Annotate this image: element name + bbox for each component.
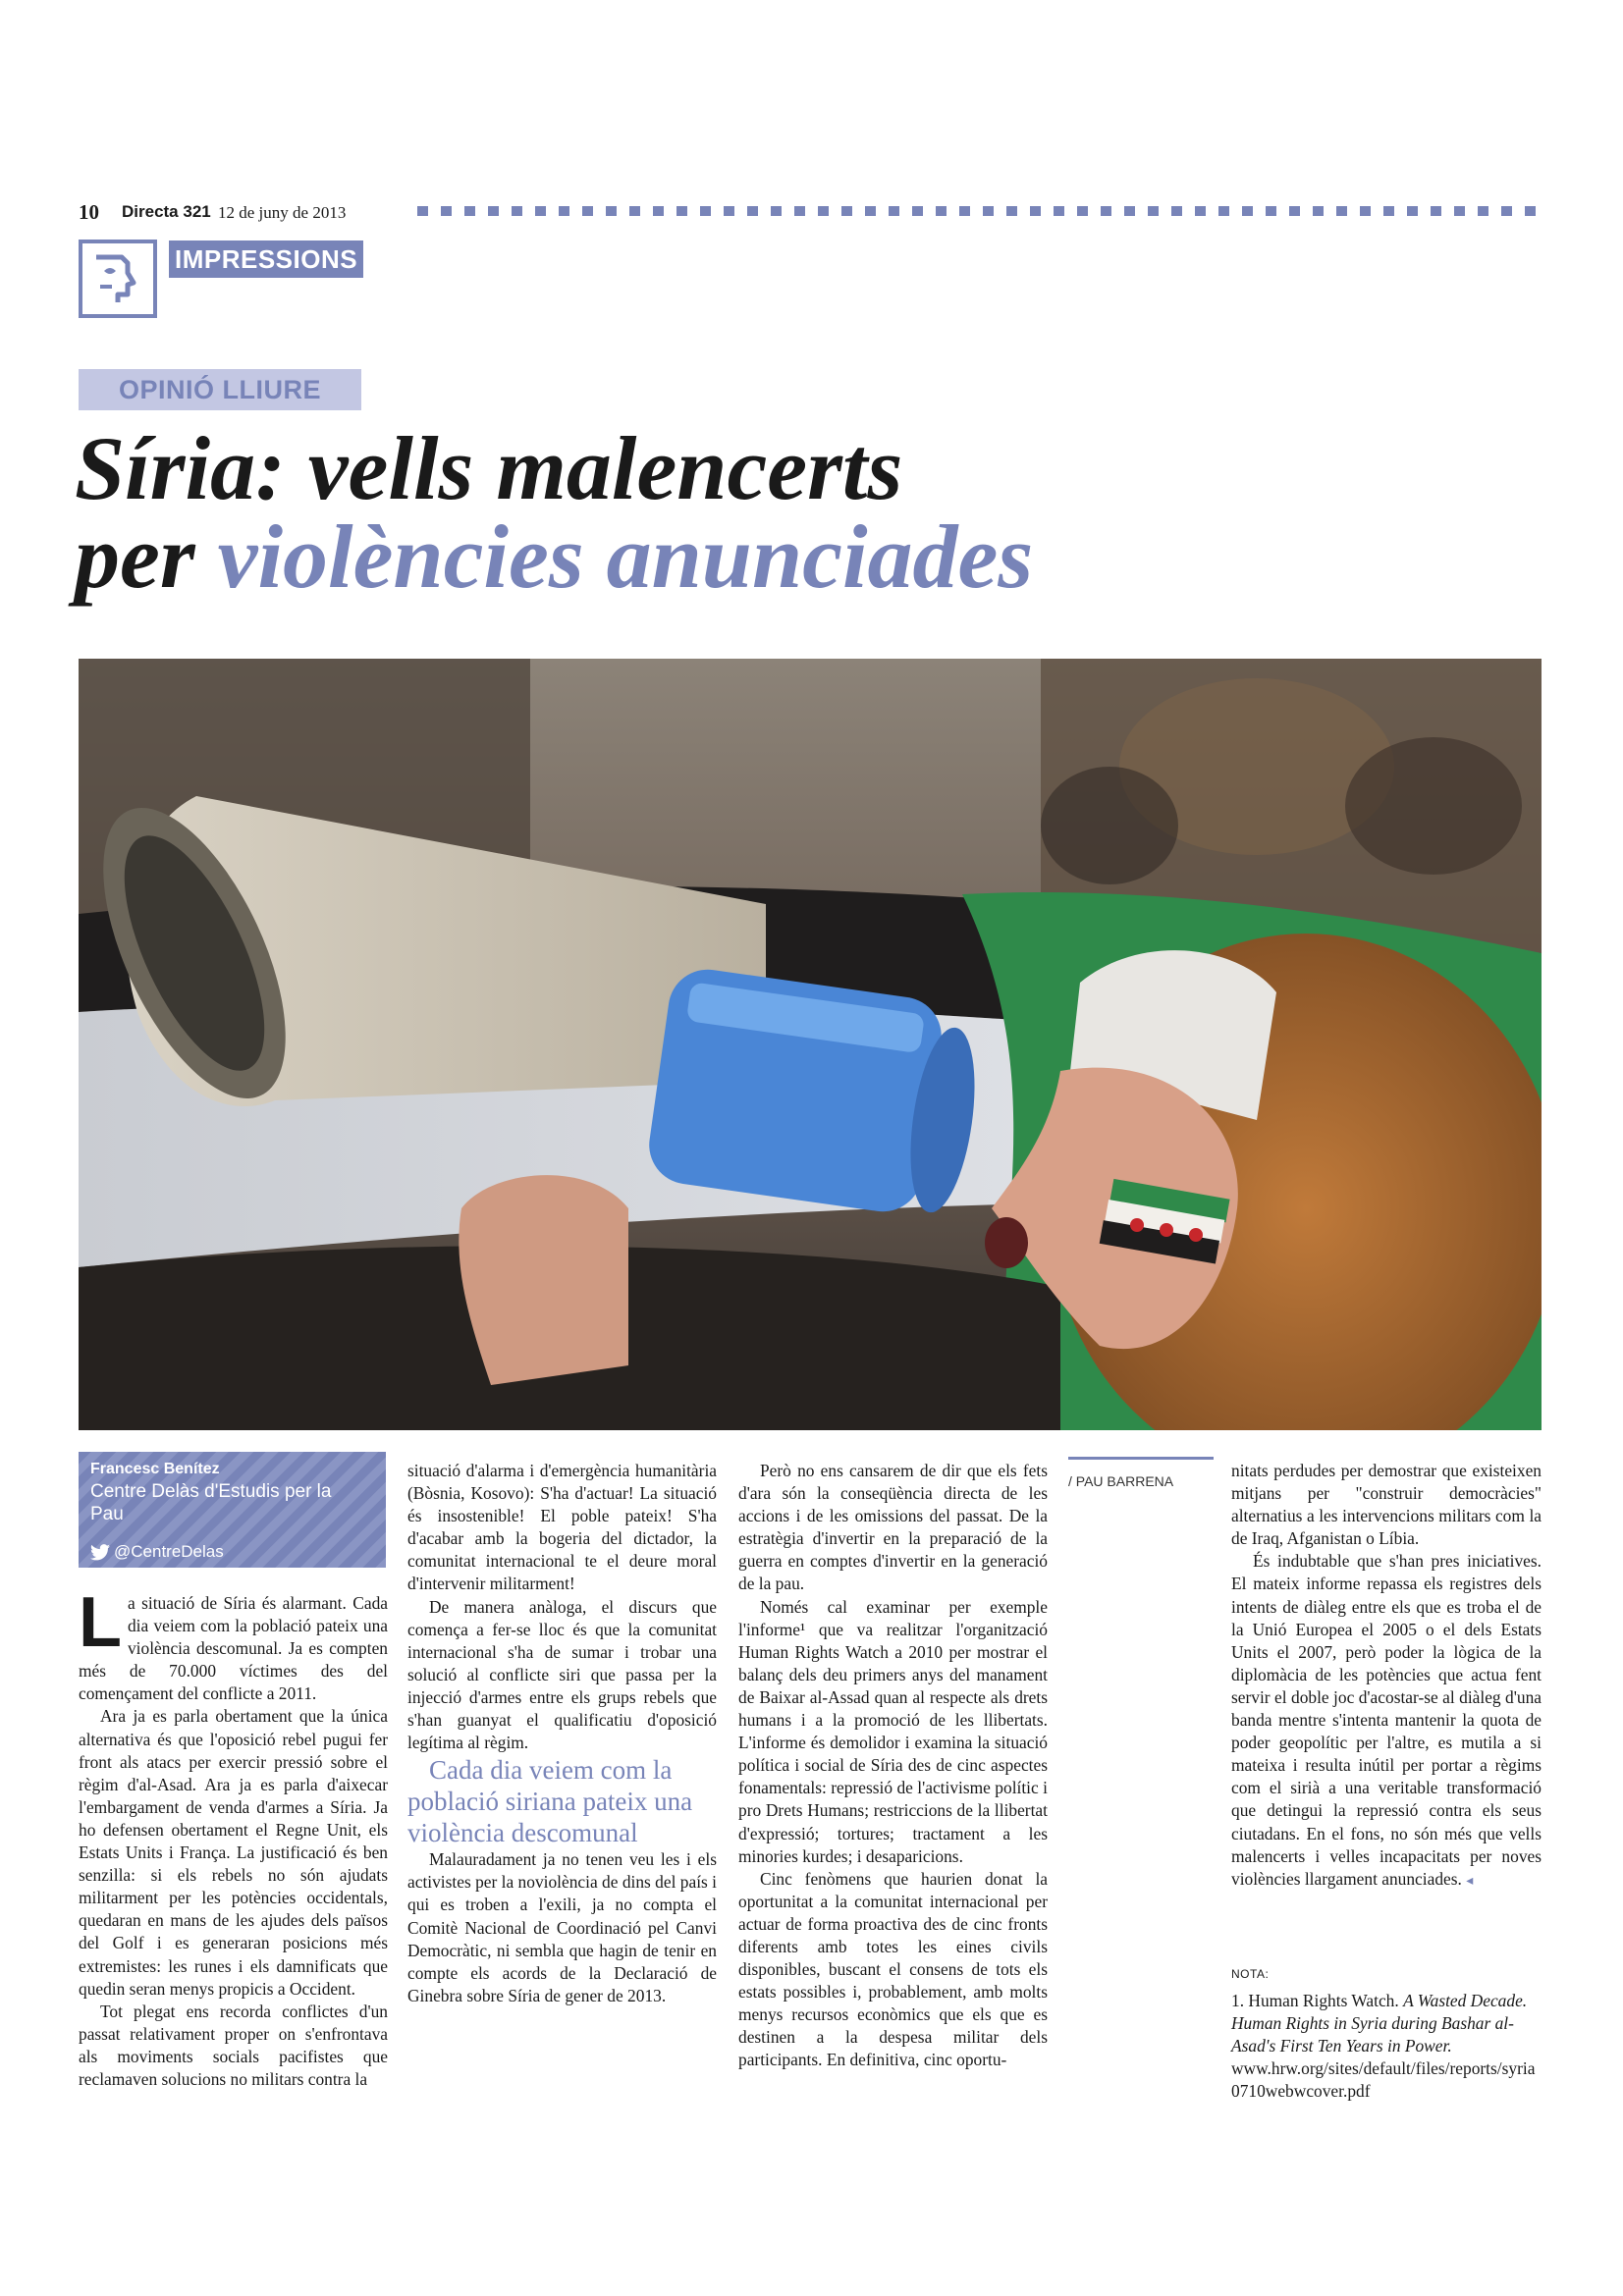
body-column-2: [407, 1460, 717, 2007]
paragraph-text: És indubtable que s'han pres iniciatives. El mateix informe repassa els registres dels intents de diàleg entre els que es troba el de la Unió Europea el 2005 o el dels Estats Units el 2007, però poder la lògica de la diplomàcia de les potències que actua fent servir el doble joc d'acostar-se al diàleg d'una banda mentre s'intenta mantenir la quota de poder geopolític per l'altre, es mutila a si mateixa i resulta inútil per portar a règims com el sirià a una veritable transformació que detingui la repressió contra els seus ciutadans. En el fons, no són més que vells malencerts i velles incapacitats per noves violències llargament anunciades.: [1231, 1551, 1542, 1889]
pull-quote: Cada dia veiem com la població siriana pateix una violència descomunal: [407, 1755, 693, 1848]
headline-line-2: [75, 507, 1547, 607]
body-paragraph: nitats perdudes per demostrar que existeixen mitjans per "construir democràcies" alternatius a les intervencions militars com la de Iraq, Afganistan o Líbia.: [1231, 1461, 1542, 1549]
end-mark-icon: ◂: [1466, 1873, 1474, 1889]
headline-line-1: Síria: vells malencerts: [75, 418, 903, 518]
body-paragraph: Només cal examinar per exemple l'informe¹ que va realitzar l'organització Human Rights Watch a 2010 per mostrar el balanç dels deu primers anys del manament de Baixar al-Assad quan al respecte als drets humans i a la promoció de les llibertats. L'informe és demolidor i examina la situació política i social de Síria des de cinc aspectes fonamentals: repressió de l'activisme polític i pro Drets Humans; restriccions de la llibertat d'expressió; tortures; tractament a les minories kurdes; i desaparicions.: [738, 1596, 1048, 1866]
footnote-source: 1. Human Rights Watch.: [1231, 1991, 1404, 2011]
headline-line-2-prefix: per: [75, 507, 218, 607]
article-photo: [79, 659, 1542, 1430]
body-paragraph: De manera anàloga, el discurs que comença a fer-se lloc és que la comunitat internacional s'ha de sumar i trobar una solució al conflicte siri que passa per la injecció d'armes entre els grups rebels que s'han guanyat el qualificatiu d'oposició legítima al règim.: [407, 1596, 717, 1753]
section-logo-icon: [79, 240, 157, 318]
publication-name: Directa 321: [122, 202, 211, 221]
body-paragraph: [1231, 1550, 1542, 1892]
footnote-label: NOTA:: [1231, 1967, 1270, 1981]
body-paragraph: [79, 1583, 388, 1705]
body-column-1: [79, 1583, 388, 2091]
author-handle: @CentreDelas: [114, 1542, 224, 1561]
footnote: [1231, 1963, 1542, 2104]
body-column-3: [738, 1460, 1048, 2072]
footnote-title: A Wasted Decade. Human Rights in Syria during Bashar al-Asad's First Ten Years in Power.: [1231, 1991, 1528, 2056]
headline: [75, 418, 1547, 607]
body-paragraph: Tot plegat ens recorda conflictes d'un passat relativament proper on s'enfrontava als moviments socials pacifistes que reclamaven solucions no militars contra la: [79, 2001, 388, 2089]
page-number: 10: [79, 200, 99, 224]
twitter-bird-icon: [90, 1544, 110, 1561]
body-column-4: [1231, 1460, 1542, 1893]
body-paragraph: Cinc fenòmens que haurien donat la oportunitat a la comunitat internacional per actuar de forma proactiva des de cinc fronts diferents amb totes les eines civils disponibles, buscant el consens de tots els estats possibles i, probablement, amb molts menys recursos econòmics que els que es destinen a la despesa militar dels participants. En definitiva, cinc oportu-: [738, 1868, 1048, 2070]
paragraph-text: a situació de Síria és alarmant. Cada dia veiem com la població pateix una violència descomunal. Ja es compten més de 70.000 víctimes des del començament del conflicte a 2011.: [79, 1593, 388, 1704]
footnote-url[interactable]: www.hrw.org/sites/default/files/reports/syria0710webwcover.pdf: [1231, 2058, 1536, 2102]
body-paragraph: situació d'alarma i d'emergència humanitària (Bòsnia, Kosovo): S'ha d'actuar! La situació és insostenible! El poble pateix! S'ha d'acabar amb la bogeria del dictador, la comunitat internacional te el deure moral d'intervenir militarment!: [407, 1461, 717, 1594]
body-paragraph: Però no ens cansarem de dir que els fets d'ara són la conseqüència directa de les accions i de les omissions del passat. De la estratègia d'invertir en la preparació de la guerra en comptes d'invertir en la generació de la pau.: [738, 1461, 1048, 1594]
footnote-text: [1231, 1990, 1542, 2057]
author-twitter[interactable]: [90, 1542, 224, 1562]
author-name: Francesc Benítez: [90, 1461, 220, 1477]
author-box: [79, 1452, 386, 1568]
headline-accent: violències anunciades: [217, 507, 1034, 607]
author-organization: Centre Delàs d'Estudis per la Pau: [90, 1481, 332, 1524]
body-paragraph: Malauradament ja no tenen veu les i els activistes per la noviolència de dins del país i qui es troben a l'exili, ja no compta el Comitè Nacional de Coordinació pel Canvi Democràtic, ni sembla que hagin de tenir en compte els acords de la Declaració de Ginebra sobre Síria de gener de 2013.: [407, 1849, 717, 2005]
photo-credit: / PAU BARRENA: [1068, 1473, 1174, 1489]
dropcap: L: [79, 1583, 122, 1662]
credit-rule: [1068, 1457, 1214, 1460]
publication-date: 12 de juny de 2013: [218, 203, 347, 222]
section-label: IMPRESSIONS: [169, 240, 363, 278]
dashed-rule: [417, 206, 1546, 216]
kicker: OPINIÓ LLIURE: [79, 369, 361, 410]
body-paragraph: Ara ja es parla obertament que la única alternativa és que l'oposició rebel pugui fer front als atacs per exercir pressió sobre el règim d'al-Asad. Ara ja es parla d'aixecar l'embargament de venda d'armes a Síria. Ja ho defensen obertament el Regne Unit, els Estats Units i França. La justificació és ben senzilla: si els rebels no són ajudats militarment per les potències occidentals, quedaran en mans de les ajudes dels països del Golf i es generaran posicions més extremistes: les runes i els damnificats que quedin seran menys propicis a Occident.: [79, 1706, 388, 1999]
